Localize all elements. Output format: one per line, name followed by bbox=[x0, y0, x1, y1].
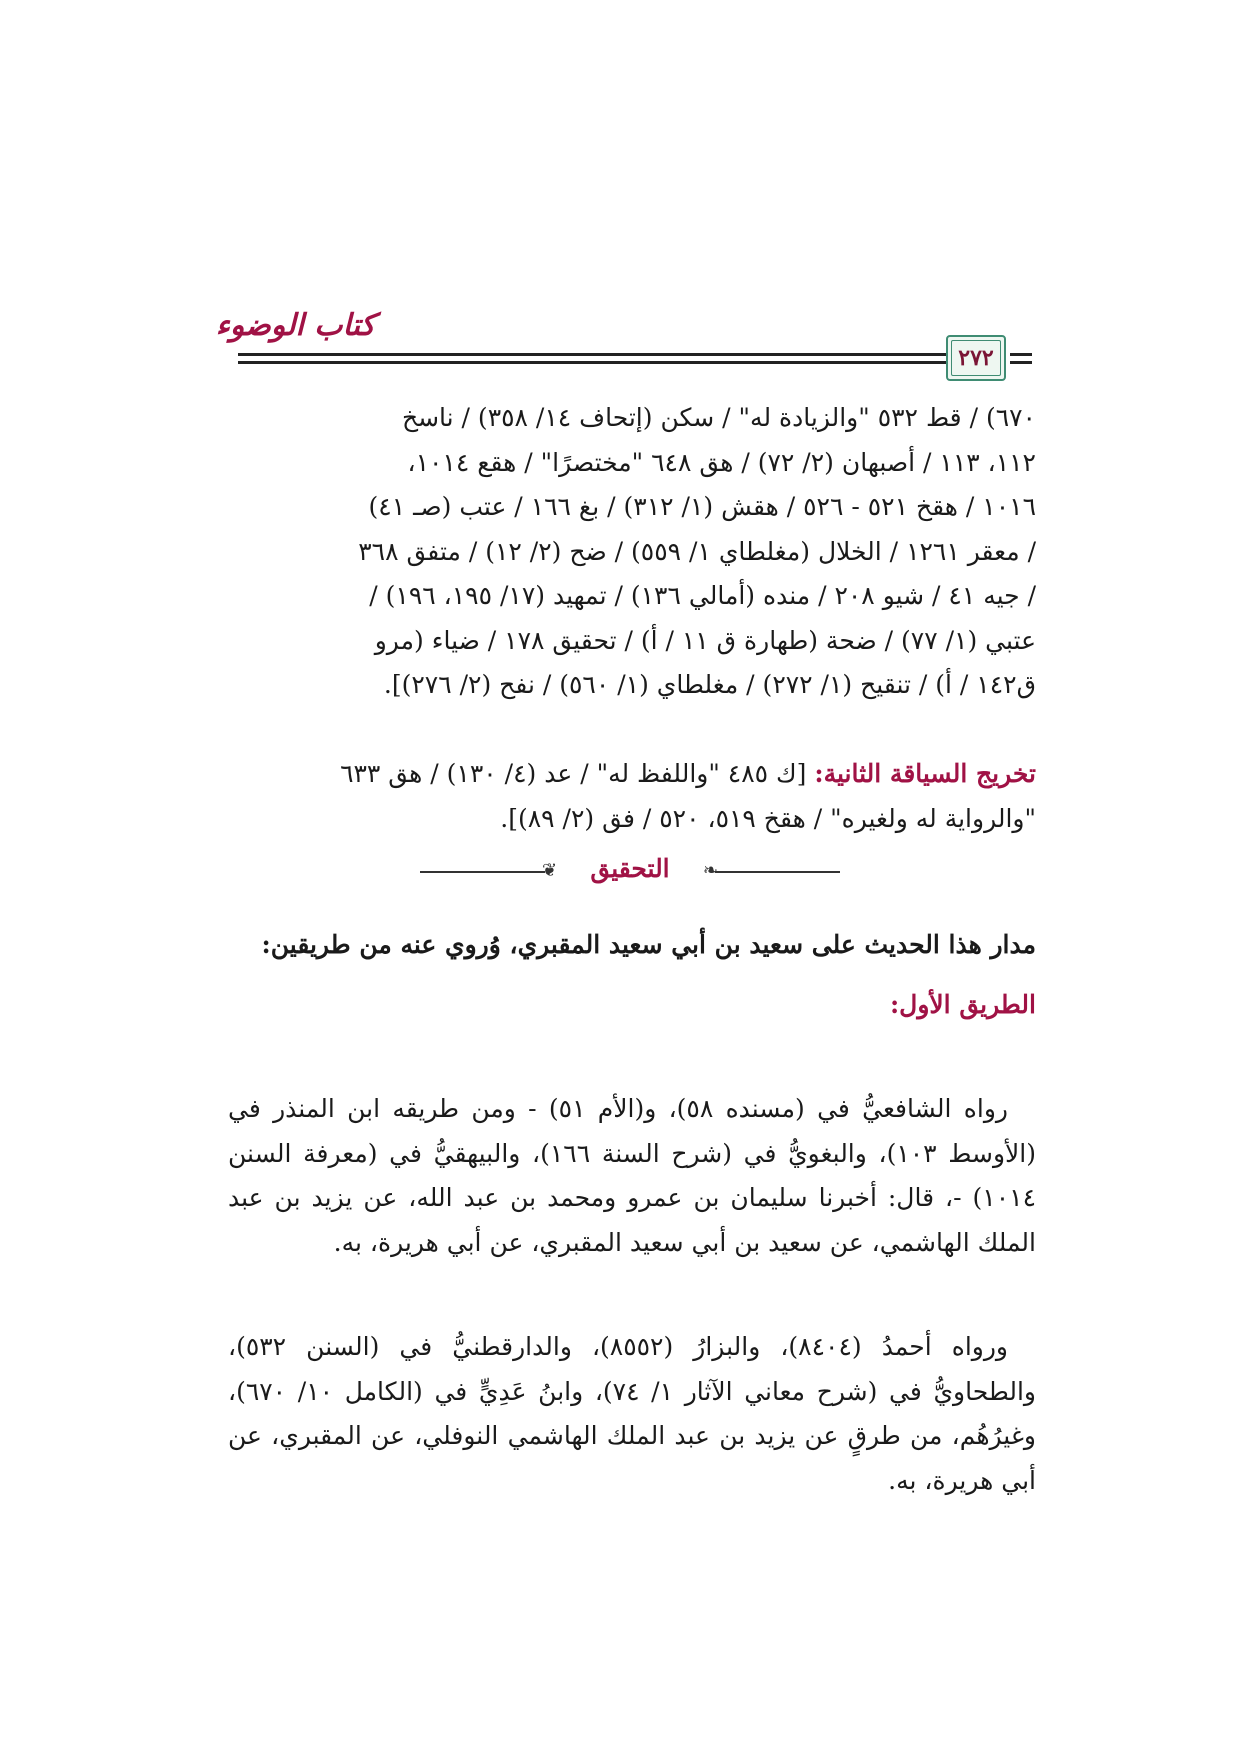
header-rule-right-bottom bbox=[1010, 361, 1032, 364]
page-number-badge bbox=[946, 335, 1006, 381]
header-rule-bottom bbox=[238, 361, 1002, 364]
ornament-right-icon: ❧ bbox=[702, 860, 718, 881]
takhrij-line: / جيه ٤١ / شيو ٢٠٨ / منده (أمالي ١٣٦) / تمهيد (١٧/ ١٩٥، ١٩٦) / bbox=[369, 581, 1036, 610]
main-heading: مدار هذا الحديث على سعيد بن أبي سعيد المقبري، وُروي عنه من طريقين: bbox=[261, 930, 1036, 959]
header-rule-right-top bbox=[1010, 353, 1032, 356]
takhrij-line: ق١٤٢ / أ) / تنقيح (١/ ٢٧٢) / مغلطاي (١/ ٥٦٠) / نفح (٢/ ٢٧٦)]. bbox=[383, 670, 1036, 699]
takhrij-continuation bbox=[228, 396, 1036, 708]
ornament-left-icon: ❦ bbox=[542, 860, 558, 881]
sub-heading: الطريق الأول: bbox=[889, 990, 1036, 1019]
takhrij-line: ١١٢، ١١٣ / أصبهان (٢/ ٧٢) / هق ٦٤٨ "مختصرًا" / هقع ١٠١٤، bbox=[407, 447, 1036, 477]
running-header-title: كتاب الوضوء bbox=[215, 308, 375, 343]
second-takhrij bbox=[228, 752, 1036, 841]
takhrij-line: ١٠١٦ / هقخ ٥٢١ - ٥٢٦ / هقش (١/ ٣١٢) / بغ ١٦٦ / عتب (صـ ٤١) bbox=[368, 492, 1036, 521]
takhrij-line: عتبي (١/ ٧٧) / ضحة (طهارة ق ١١ / أ) / تحقيق ١٧٨ / ضياء (مرو bbox=[374, 625, 1036, 655]
second-takhrij-line-2: "والرواية له ولغيره" / هقخ ٥١٩، ٥٢٠ / فق (٢/ ٨٩)]. bbox=[500, 803, 1036, 833]
section-divider bbox=[420, 852, 840, 892]
second-takhrij-line-1 bbox=[228, 752, 1036, 797]
divider-title: التحقيق bbox=[590, 854, 670, 883]
paragraph-1: رواه الشافعيُّ في (مسنده ٥٨)، و(الأم ٥١) - ومن طريقه ابن المنذر في (الأوسط ١٠٣)، والبغويُّ في (شرح السنة ١٦٦)، والبيهقيُّ في (معرفة السنن ١٠١٤) -، قال: أخبرنا سليمان بن عمرو ومحمد بن عبد الله، عن يزيد بن عبد الملك الهاشمي، عن سعيد بن أبي سعيد المقبري، عن أبي هريرة، به. bbox=[228, 1094, 1037, 1257]
takhrij-line: / معقر ١٢٦١ / الخلال (مغلطاي ١/ ٥٥٩) / ضح (٢/ ١٢) / متفق ٣٦٨ bbox=[358, 536, 1036, 566]
header-rule-top bbox=[238, 353, 1002, 356]
takhrij-line: ٦٧٠) / قط ٥٣٢ "والزيادة له" / سكن (إتحاف ١٤/ ٣٥٨) / ناسخ bbox=[401, 403, 1036, 432]
paragraph-2: ورواه أحمدُ (٨٤٠٤)، والبزارُ (٨٥٥٢)، والدارقطنيُّ في (السنن ٥٣٢)، والطحاويُّ في (شرح معاني الآثار ١/ ٧٤)، وابنُ عَدِيٍّ في (الكامل ١٠/ ٦٧٠)، وغيرُهُم، من طرقٍ عن يزيد بن عبد الملك الهاشمي النوفلي، عن المقبري، عن أبي هريرة، به. bbox=[228, 1332, 1037, 1495]
page-number: ٢٧٢ bbox=[958, 345, 994, 371]
second-takhrij-text: [ك ٤٨٥ "واللفظ له" / عد (٤/ ١٣٠) / هق ٦٣٣ bbox=[340, 759, 807, 788]
second-takhrij-label: تخريج السياقة الثانية: bbox=[814, 759, 1036, 788]
